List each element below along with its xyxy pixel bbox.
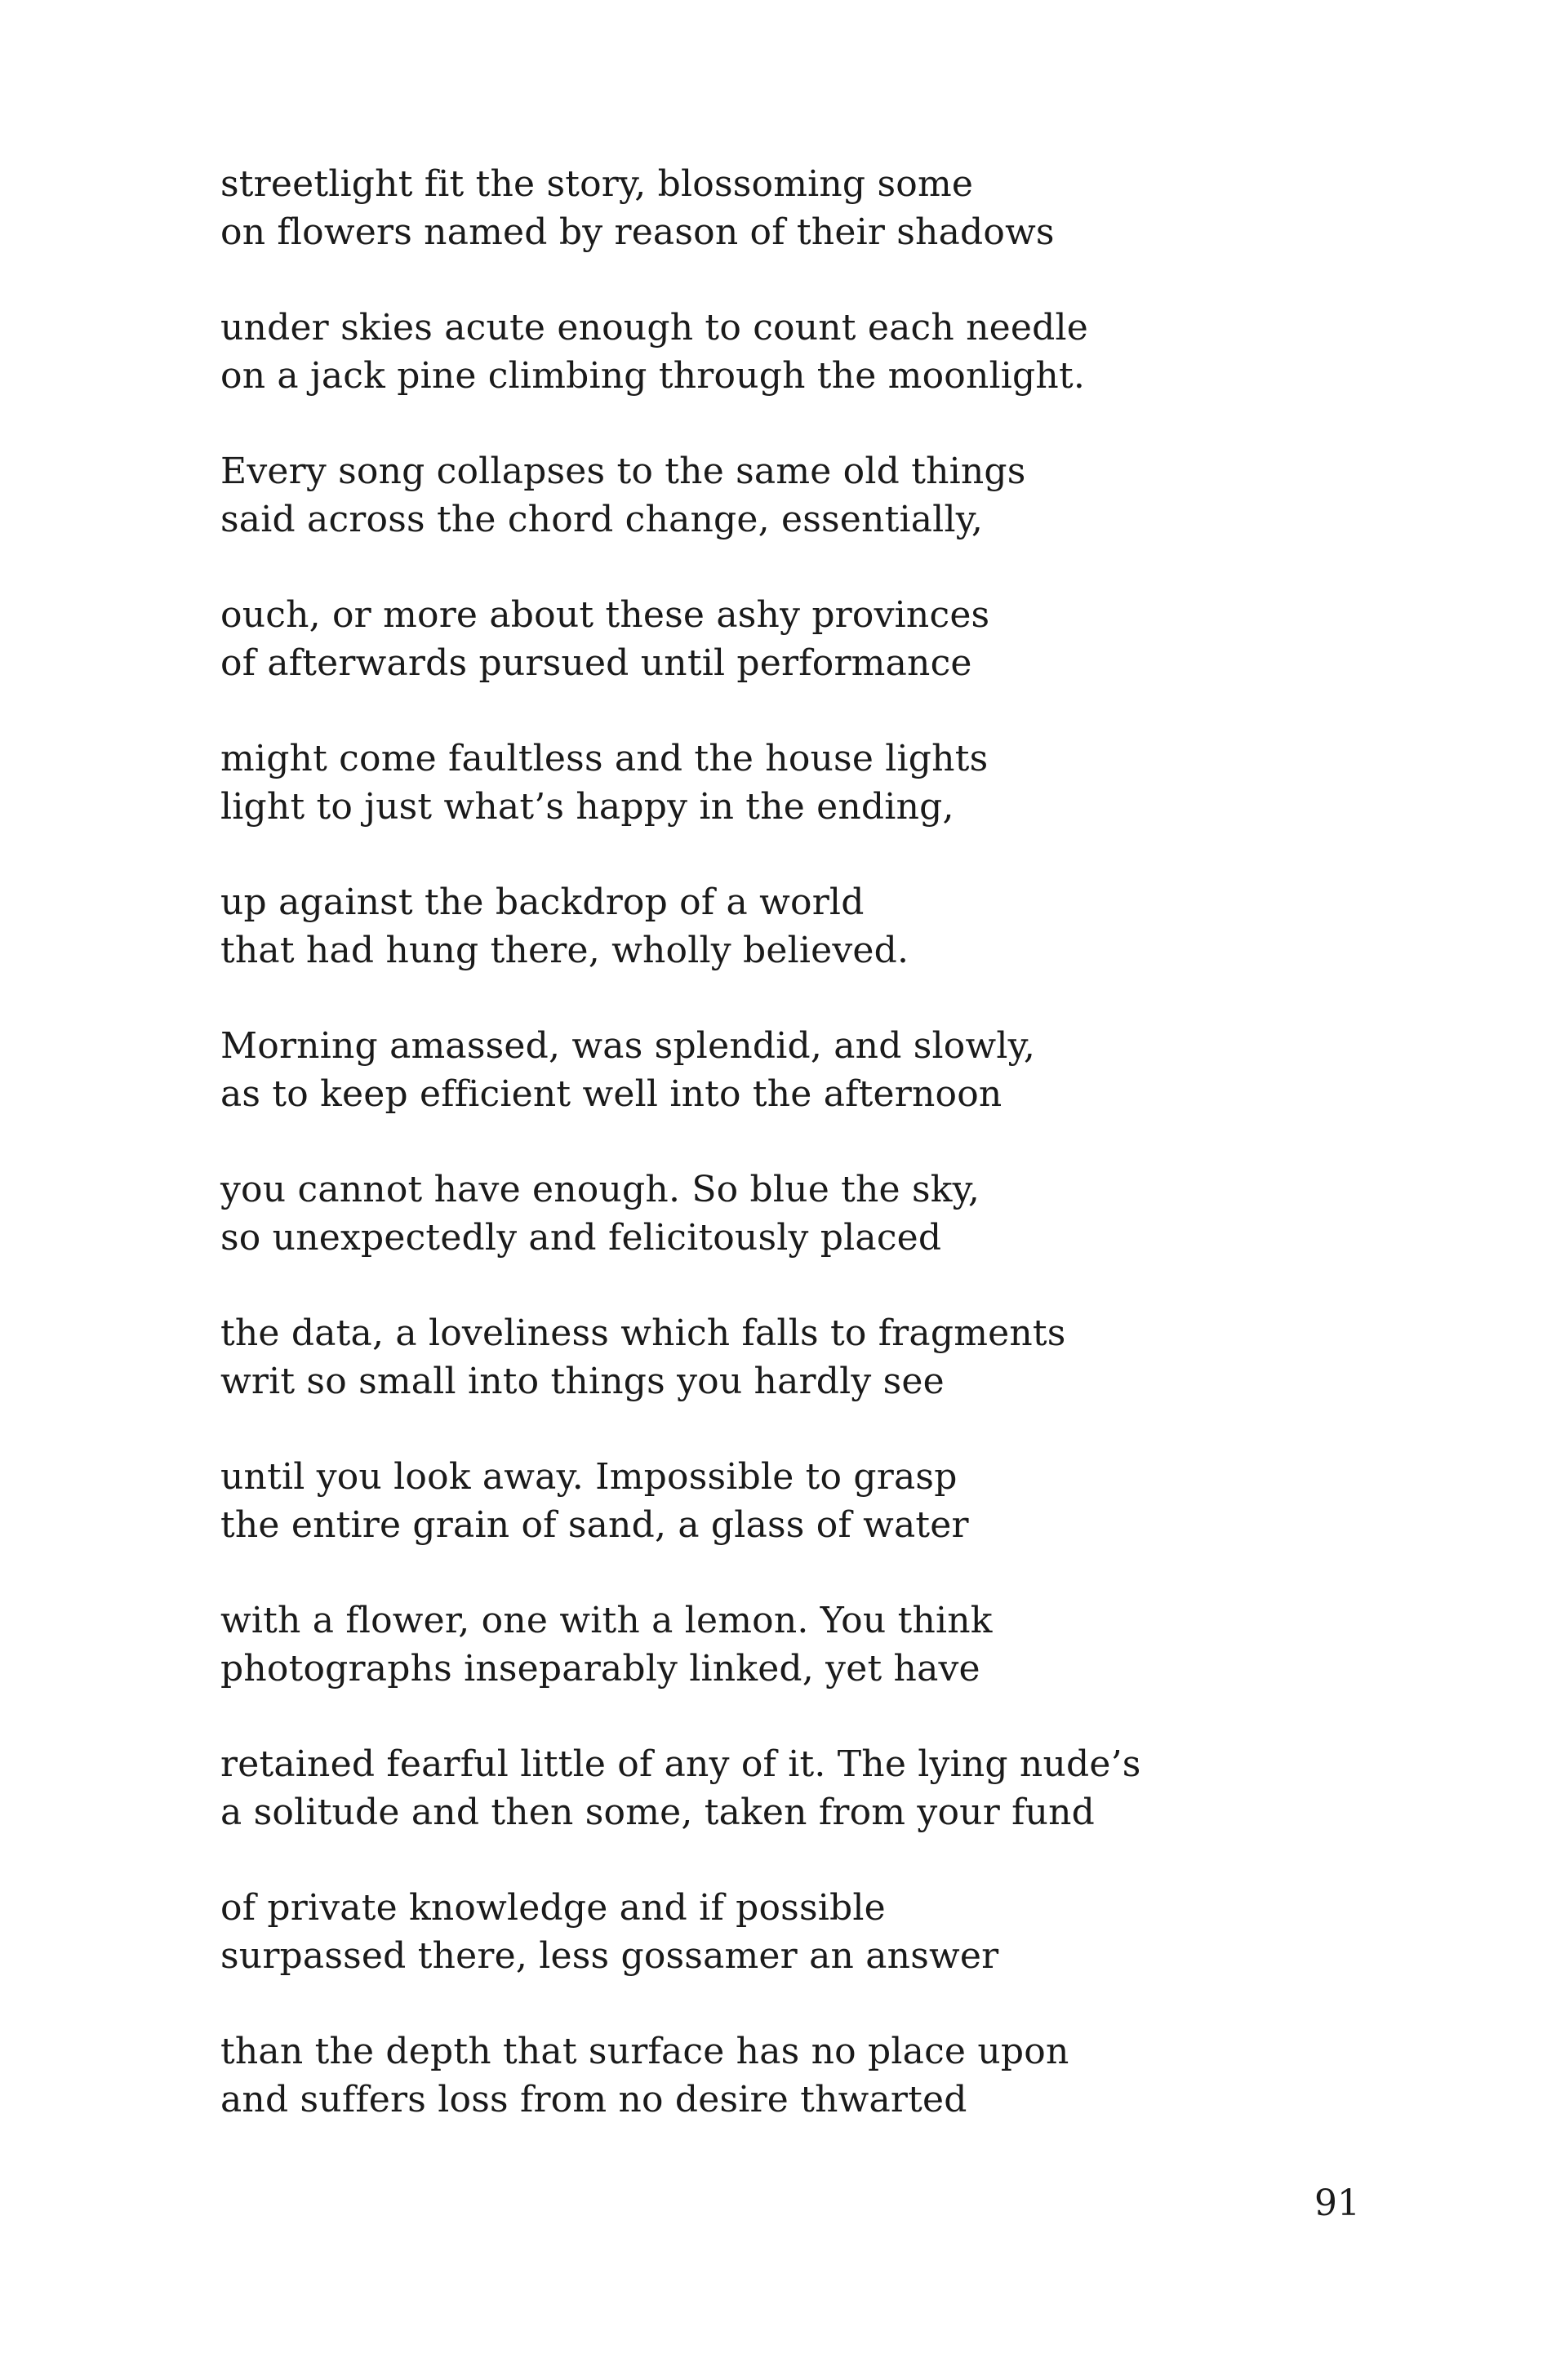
stanza [220, 160, 1363, 304]
poem-line: of private knowledge and if possible [220, 1887, 886, 1929]
poem-line: Morning amassed, was splendid, and slowly, [220, 1025, 1036, 1067]
page-number: 91 [1314, 2182, 1360, 2224]
poem-line: on a jack pine climbing through the moonlight. [220, 355, 1086, 397]
poem-line: a solitude and then some, taken from your fund [220, 1792, 1096, 1833]
stanza [220, 878, 1363, 1022]
stanza [220, 591, 1363, 735]
poem-line: until you look away. Impossible to grasp [220, 1456, 958, 1498]
poem-line: than the depth that surface has no place upon [220, 2031, 1069, 2072]
poem-line: writ so small into things you hardly see [220, 1361, 945, 1402]
stanza [220, 1596, 1363, 1740]
stanza [220, 1309, 1363, 1453]
poem-line: up against the backdrop of a world [220, 881, 865, 923]
poem-line: under skies acute enough to count each needle [220, 307, 1089, 349]
poem-line: Every song collapses to the same old things [220, 451, 1026, 492]
poem-line: you cannot have enough. So blue the sky, [220, 1169, 980, 1210]
stanza [220, 1453, 1363, 1596]
poem-line: said across the chord change, essentially, [220, 499, 984, 540]
stanza [220, 447, 1363, 591]
stanza [220, 735, 1363, 878]
stanza [220, 304, 1363, 447]
poem-line: on flowers named by reason of their shadows [220, 211, 1055, 253]
poem-line: as to keep efficient well into the afternoon [220, 1073, 1003, 1115]
poem-line: and suffers loss from no desire thwarted [220, 2079, 967, 2120]
poem-line: the data, a loveliness which falls to fragments [220, 1312, 1066, 1354]
poem-line: streetlight fit the story, blossoming some [220, 163, 974, 205]
poem-line: with a flower, one with a lemon. You think [220, 1600, 993, 1641]
stanza [220, 2027, 1363, 2171]
poem-line: of afterwards pursued until performance [220, 642, 972, 684]
poem-line: that had hung there, wholly believed. [220, 930, 909, 971]
stanza [220, 1740, 1363, 1884]
stanza [220, 1884, 1363, 2027]
stanza [220, 1022, 1363, 1166]
poem-line: might come faultless and the house lights [220, 738, 989, 779]
poem-body [220, 160, 1363, 2171]
poem-line: photographs inseparably linked, yet have [220, 1648, 980, 1690]
poem-line: light to just what’s happy in the ending, [220, 786, 954, 828]
poem-line: so unexpectedly and felicitously placed [220, 1217, 942, 1259]
poem-line: the entire grain of sand, a glass of water [220, 1504, 969, 1546]
stanza [220, 1166, 1363, 1309]
poem-line: surpassed there, less gossamer an answer [220, 1935, 999, 1977]
poem-line: retained fearful little of any of it. The lying nude’s [220, 1743, 1141, 1785]
poem-line: ouch, or more about these ashy provinces [220, 594, 990, 636]
